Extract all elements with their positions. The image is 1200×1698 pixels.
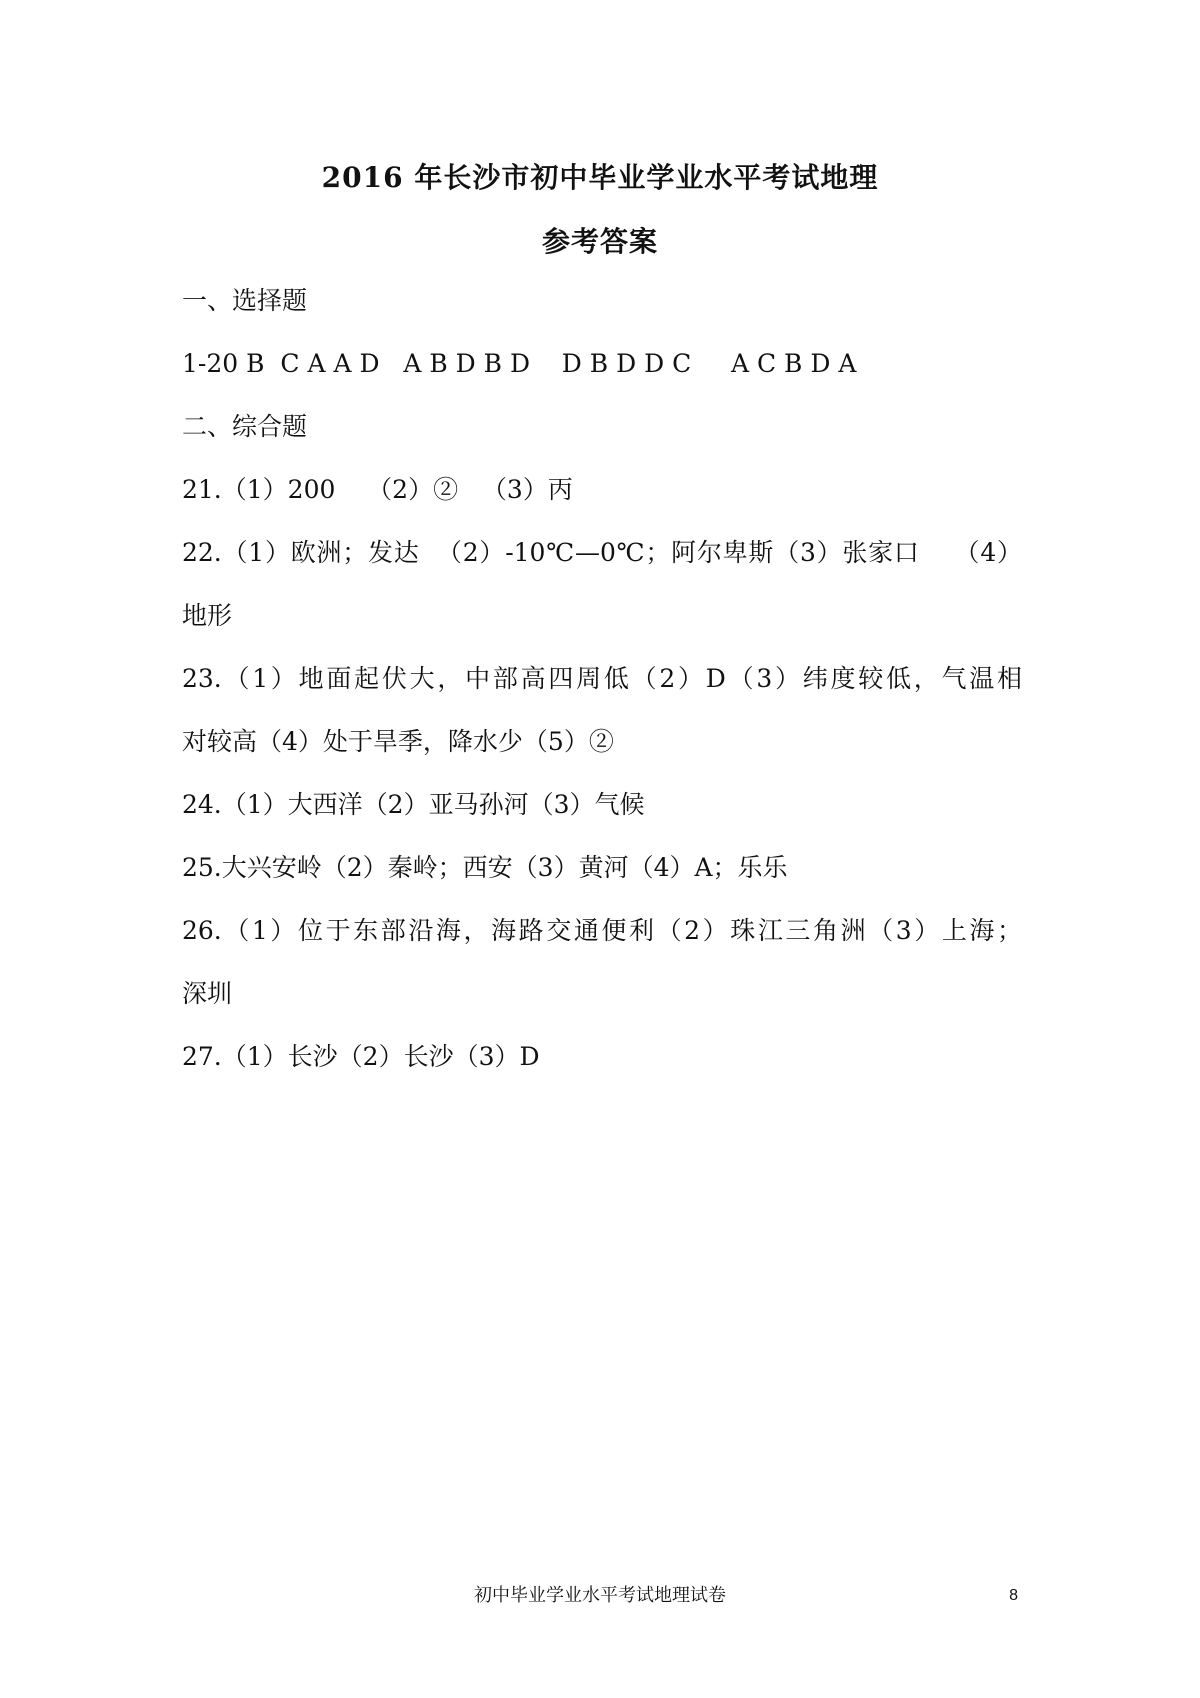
answer-line-25: 25.大兴安岭（2）秦岭；西安（3）黄河（4）A；乐乐 xyxy=(182,853,788,882)
section-heading-choice: 一、选择题 xyxy=(182,286,308,315)
document-subtitle: 参考答案 xyxy=(541,225,658,258)
answer-line-22: 22.（1）欧洲；发达 （2）-10℃—0℃；阿尔卑斯（3）张家口 （4） xyxy=(182,538,1022,567)
answer-line-27: 27.（1）长沙（2）长沙（3）D xyxy=(182,1042,540,1071)
document-title: 2016 年长沙市初中毕业学业水平考试地理 xyxy=(321,161,879,194)
answer-line-26-cont: 深圳 xyxy=(182,979,233,1008)
answer-line-24: 24.（1）大西洋（2）亚马孙河（3）气候 xyxy=(182,790,645,819)
section-heading-comprehensive: 二、综合题 xyxy=(182,412,308,441)
answer-line-26: 26.（1）位于东部沿海，海路交通便利（2）珠江三角洲（3）上海； xyxy=(182,916,1022,945)
answer-line-22-cont: 地形 xyxy=(182,601,233,630)
footer-title: 初中毕业学业水平考试地理试卷 xyxy=(474,1585,726,1606)
answer-line-1-20: 1-20 B C A A D A B D B D D B D D C A C B D A xyxy=(182,349,857,378)
answer-line-23: 23.（1）地面起伏大，中部高四周低（2）D（3）纬度较低，气温相 xyxy=(182,664,1022,693)
answer-body xyxy=(182,283,1022,1102)
page-number: 8 xyxy=(1009,1587,1018,1604)
answer-line-21: 21.（1）200 （2）② （3）丙 xyxy=(182,475,573,504)
answer-line-23-cont: 对较高（4）处于旱季，降水少（5）② xyxy=(182,727,614,756)
